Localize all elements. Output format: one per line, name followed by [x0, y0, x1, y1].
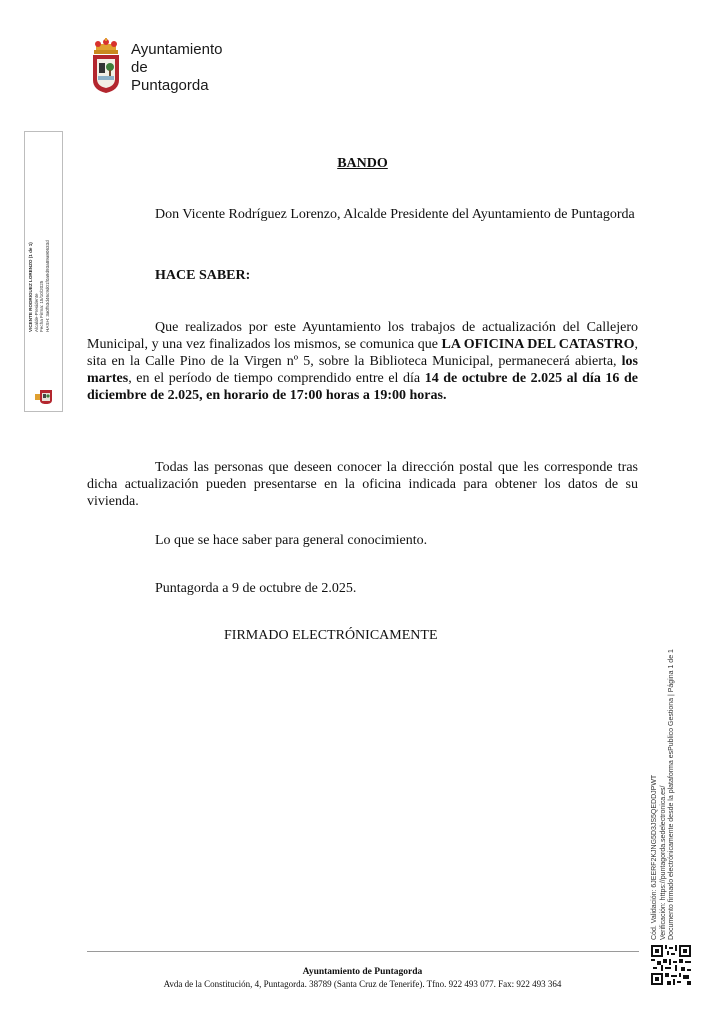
text-segment: Que realizados por este Ayuntamiento los trabajos de actualización del Callejero Municipal, y una vez finalizados los mismos, se comunica que	[87, 320, 638, 352]
verification-text	[651, 620, 677, 940]
office-name: LA OFICINA DEL CATASTRO	[441, 337, 635, 352]
info-paragraph: Todas las personas que deseen conocer la dirección postal que les corresponde tras dicha actualización pueden presentarse en la oficina indicada para obtener los datos de su vivienda.	[87, 460, 638, 509]
closing-line: Lo que se hace saber para general conocimiento.	[155, 533, 428, 548]
stamp-crest-icon	[35, 389, 53, 405]
logo-line: Ayuntamiento	[131, 41, 223, 58]
signature-stamp-text	[28, 212, 50, 332]
intro-paragraph: Don Vicente Rodríguez Lorenzo, Alcalde Presidente del Ayuntamiento de Puntagorda	[155, 207, 635, 222]
signature-hash: HASH: 3a0f53d46c9d01f0a9d93a89a90633d	[44, 240, 50, 332]
signer-role: Alcalde-Presidente	[33, 293, 39, 332]
signature-date: Fecha Firma: 15/10/2025	[39, 280, 45, 332]
opening-period: 14 de octubre de 2.025 al día 16 de diciembre de 2.025, en horario de 17:00 horas a 19:00 horas.	[87, 371, 638, 403]
logo-line: de	[131, 59, 148, 76]
text-segment: , sita en la Calle Pino de la Virgen nº 5, sobre la Biblioteca Municipal, permanecerá abierta,	[87, 337, 638, 369]
signer-name: VICENTE RODRIGUEZ LORENZO (1 de 1)	[28, 242, 33, 332]
coat-of-arms-icon	[90, 38, 122, 94]
footer-divider	[87, 951, 639, 952]
logo-line: Puntagorda	[131, 77, 209, 94]
validation-code: Cód. Validación: 6JEERF2KJNG5D3JS5QEDDJPWT	[651, 774, 658, 940]
opening-day: los martes	[87, 354, 638, 386]
signed-electronically: FIRMADO ELECTRÓNICAMENTE	[224, 628, 438, 643]
hace-saber-heading: HACE SABER:	[155, 268, 251, 283]
header-logo	[90, 38, 222, 95]
platform-note: Documento firmado electrónicamente desde la plataforma esPublico Gestiona | Página 1 de 1	[668, 649, 675, 940]
footer-address: Avda de la Constitución, 4, Puntagorda. 38789 (Santa Cruz de Tenerife). Tfno. 922 493 077. Fax: 922 493 364	[163, 979, 562, 989]
place-date-line: Puntagorda a 9 de octubre de 2.025.	[155, 581, 357, 596]
announcement-paragraph	[87, 319, 638, 404]
document-title: BANDO	[337, 156, 388, 171]
footer-organization: Ayuntamiento de Puntagorda	[302, 967, 423, 977]
verification-url[interactable]: Verificación: https://puntagorda.sedelectronica.es/	[659, 785, 667, 940]
text-segment: , en el período de tiempo comprendido entre el día	[128, 371, 425, 386]
